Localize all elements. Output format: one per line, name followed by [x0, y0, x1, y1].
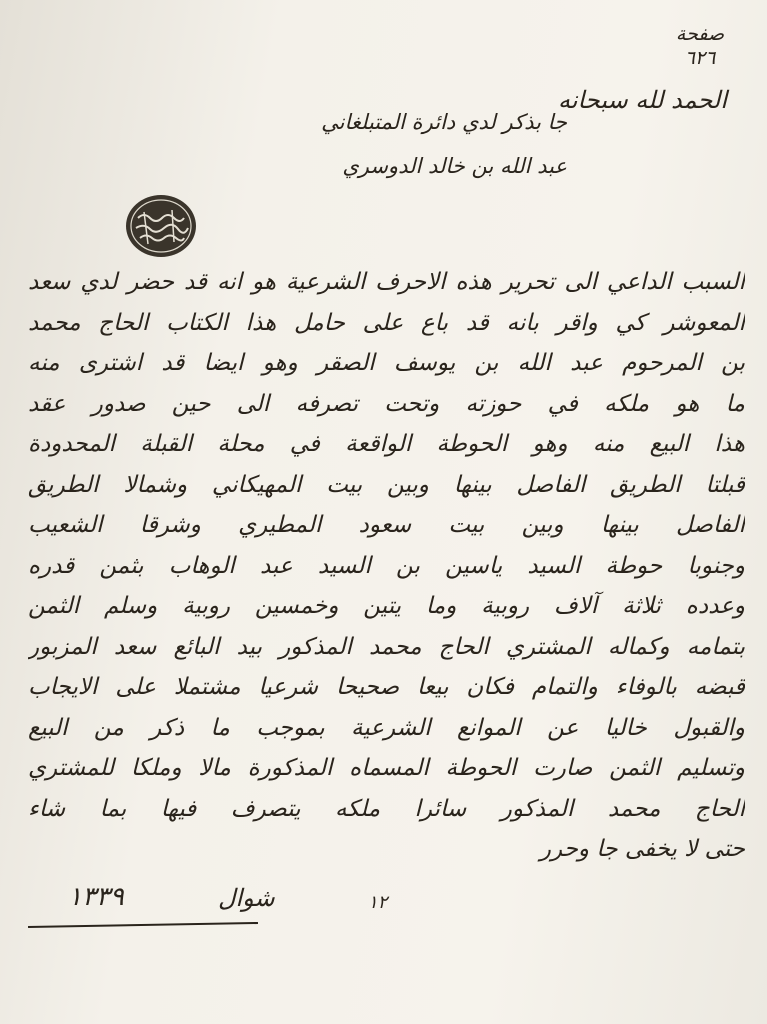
deed-line: بتمامه وكماله المشتري الحاج محمد المذكور بيد البائع سعد المزبور [28, 633, 745, 660]
deed-line: وجنوبا حوطة السيد ياسين بن السيد عبد الوهاب بثمن قدره [28, 552, 745, 579]
page-label: صفحة [675, 23, 725, 45]
opening-invocation: الحمد لله سبحانه [557, 86, 727, 114]
page-number: ٦٢٦ [684, 47, 716, 69]
deed-line: حتى لا يخفى جا وحرر [539, 836, 745, 862]
deed-line: بن المرحوم عبد الله بن يوسف الصقر وهو ايضا قد اشترى منه [28, 350, 745, 376]
page-number-block [665, 22, 735, 70]
date-day: ١٢ [368, 892, 388, 913]
deed-body [28, 262, 745, 870]
deed-line: الفاصل بينها وبين بيت سعود المطيري وشرقا الشعيب [28, 512, 745, 538]
header-note [217, 100, 567, 188]
deed-line: والقبول خاليا عن الموانع الشرعية بموجب ما ذكر من البيع [28, 714, 745, 741]
deed-line: وتسليم الثمن صارت الحوطة المسماه المذكورة مالا وملكا للمشتري [28, 755, 745, 781]
deed-line: الحاج محمد المذكور سائرا ملكه يتصرف فيها بما شاء [28, 795, 745, 822]
deed-line: وعدده ثلاثة آلاف روبية وما يتين وخمسين روبية وسلم الثمن [28, 593, 745, 619]
header-note-line: عبد الله بن خالد الدوسري [342, 154, 567, 178]
deed-line: قبضه بالوفاء والتمام فكان بيعا صحيحا شرعيا مشتملا على الايجاب [28, 674, 745, 700]
deed-line: ما هو ملكه في حوزته وتحت تصرفه الى حين صدور عقد [28, 390, 745, 417]
seal-stamp-icon [124, 192, 198, 260]
deed-line: السبب الداعي الى تحرير هذه الاحرف الشرعية هو انه قد حضر لدي سعد [28, 269, 745, 295]
header-note-line: جا بذكر لدي دائرة المتبلغاني [321, 110, 567, 134]
deed-line: قبلتا الطريق الفاصل بينها وبين بيت المهيكاني وشمالا الطريق [28, 471, 745, 498]
date-year: ١٣٣٩ [68, 882, 124, 912]
date-underline [28, 922, 258, 928]
date-line [28, 880, 588, 940]
date-month: شوال [218, 884, 275, 912]
deed-line: المعوشر كي واقر بانه قد باع على حامل هذا الكتاب الحاج محمد [28, 309, 745, 336]
deed-line: هذا البيع منه وهو الحوطة الواقعة في محلة القبلة المحدودة [28, 431, 745, 457]
